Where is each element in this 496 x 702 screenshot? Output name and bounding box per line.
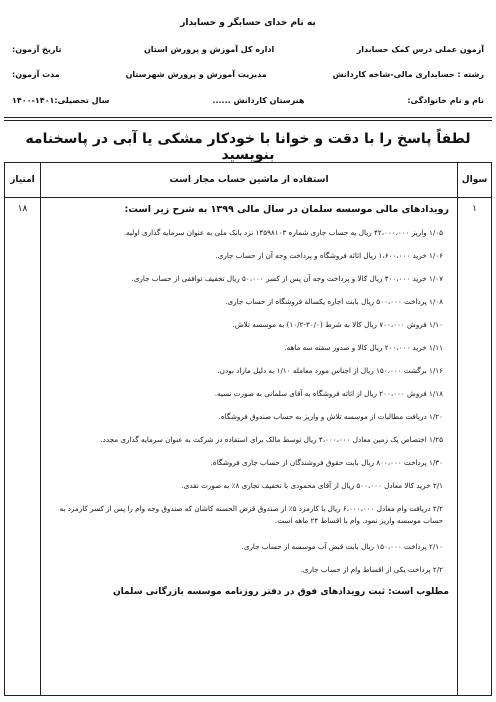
- education-office: اداره کل آموزش و پرورش استان: [143, 45, 275, 54]
- header-row-3: [12, 96, 484, 105]
- exam-date-label: تاریخ آزمون:: [12, 45, 62, 54]
- duration-label: مدت آزمون:: [12, 70, 60, 79]
- transaction-item: ۱/۰۷ خرید ۴۰۰،۰۰۰ ریال کالا و پرداخت وجه آن پس از کسر ۵۰،۰۰۰ ریال تخفیف توافقی از حساب جاری.: [131, 274, 443, 283]
- header-row-1: [12, 45, 484, 54]
- header-divider: [4, 117, 492, 118]
- exam-name: آزمون عملی درس کمک حسابدار: [356, 45, 484, 54]
- transaction-item: ۱/۲۵ اختصاص یک زمین معادل ۴،۰۰۰،۰۰۰ ریال توسط مالک برای استفاده در شرکت به عنوان سرمایه گذاری مجدد.: [100, 435, 443, 444]
- transaction-item: ۱/۳۰ پرداخت ۸۰۰،۰۰۰ ریال بابت حقوق فروشندگان از حساب جاری فروشگاه.: [210, 458, 443, 467]
- question-content: [41, 198, 458, 696]
- header-row-2: [12, 70, 484, 79]
- school-name: هنرستان کاردانش ......: [212, 96, 305, 105]
- transaction-item: ۲/۱ خرید کالا معادل ۵۰۰،۰۰۰ ریال از آقای محمودی با تخفیف تجاری ۸٪ به صورت نقدی.: [181, 481, 443, 490]
- question-score: ۱۸: [5, 198, 41, 696]
- instruction-text: لطفاً پاسخ را با دقت و خوانا با خودکار مشکی یا آبی در پاسخنامه بنویسید: [25, 131, 471, 163]
- column-score: امتیاز: [5, 163, 41, 198]
- transaction-item: ۲/۲ پرداخت یکی از اقساط وام از حساب جاری.: [300, 565, 443, 574]
- transaction-item: ۱/۱۱ خرید ۲۰۰،۰۰۰ ریال کالا و صدور سفته سه ماهه.: [284, 343, 443, 352]
- transaction-item: ۱/۱۰ فروش ۷۰۰،۰۰۰ ریال کالا به شرط (۳۰/۰-۱۰/۲) به موسسه تلاش.: [232, 320, 443, 329]
- question-title: رویدادهای مالی موسسه سلمان در سال مالی ۱۳۹۹ به شرح زیر است:: [124, 204, 449, 215]
- header-divider-2: [4, 120, 492, 121]
- city-management: مدیریت آموزش و پرورش شهرستان: [125, 70, 267, 79]
- transaction-item: ۱/۲۰ دریافت مطالبات از موسسه تلاش و واریز به حساب صندوق فروشگاه.: [218, 412, 443, 421]
- transaction-item: ۱/۱۸ فروش ۲۰۰،۰۰۰ ریال از اثاثه فروشگاه به آقای سلمانی به صورت نسیه.: [214, 389, 443, 398]
- transaction-item: ۲/۱۰ پرداخت ۱۵۰،۰۰۰ ریال بابت قبض آب موسسه از حساب جاری.: [241, 542, 443, 551]
- column-question: سوال: [458, 163, 492, 198]
- question-table: [4, 162, 492, 696]
- question-requirement: مطلوب است: ثبت رویدادهای فوق در دفتر روزنامه موسسه بازرگانی سلمان: [112, 587, 449, 597]
- field-of-study: رشته : حسابداری مالی-شاخه کاردانش: [332, 70, 484, 79]
- transaction-item: ۱/۰۸ پرداخت ۵۰۰،۰۰۰ ریال بابت اجاره یکساله فروشگاه از حساب جاری.: [225, 297, 443, 306]
- question-number: ۱: [458, 198, 492, 696]
- transaction-item: ۲/۲ دریافت وام معادل ۶،۰۰۰،۰۰۰ ریال با کارمزد ۵٪ از صندوق قرض الحسنه کاشان که صندوق وجه وام را پس از کسر کارمزد به حساب موسسه واریز نمود. وام با اقساط ۲۴ ماهه است.: [59, 504, 443, 525]
- transaction-item: ۱/۰۶ خرید ۱،۶۰۰،۰۰۰ ریال اثاثه فروشگاه و پرداخت وجه آن از حساب جاری.: [215, 251, 443, 260]
- transaction-item: ۱/۱۶ برگشت ۱۵۰،۰۰۰ ریال از اجناس مورد معامله ۱/۱۰ به دلیل مازاد بودن.: [217, 366, 443, 375]
- column-calculator-note: استفاده از ماشین حساب مجاز است: [41, 163, 458, 198]
- header-title: به نام خدای حسابگر و حسابدار: [180, 18, 316, 28]
- transaction-item: ۱/۰۵ واریز ۴۲،۰۰۰،۰۰۰ ریال به حساب جاری شماره ۱۴۵۹۸۱۰۳ نزد بانک ملی به عنوان سرمایه گذاری اولیه.: [123, 228, 443, 237]
- student-name-label: نام و نام خانوادگی:: [407, 96, 484, 105]
- academic-year: سال تحصیلی:۱۴۰۱-۱۴۰۰: [12, 96, 110, 105]
